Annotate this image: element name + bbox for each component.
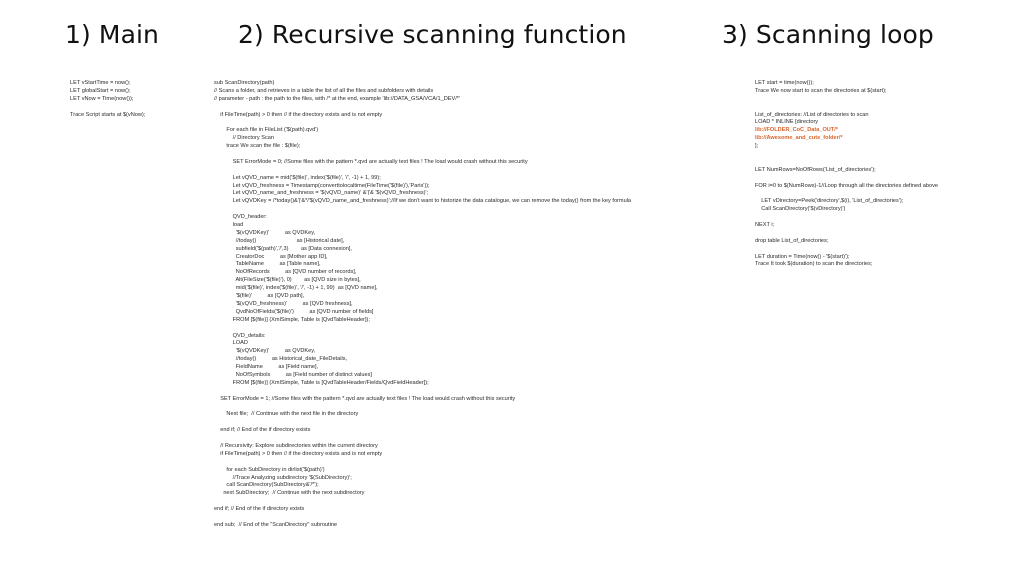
code-line: LET vDirectory=Peek('directory',$(i), 'List_of_directories'); [755, 198, 904, 205]
code-line: '$(file)' as [QVD path], [214, 293, 305, 300]
code-line: // Recursivity: Explore subdirectories within the current directory [214, 442, 378, 449]
code-line: LOAD [214, 340, 248, 347]
code-line [214, 404, 631, 412]
code-line: List_of_directories: //List of directories to scan [755, 111, 869, 118]
code-line: LET vStartTime = now(); [70, 80, 131, 86]
code-line [214, 104, 631, 112]
code-line: Trace It took $(duration) to scan the directories; [755, 261, 873, 268]
code-line: QVD_header: [214, 214, 267, 221]
heading-recursive-scanning-function: 2) Recursive scanning function [238, 20, 627, 49]
loop-code-block [755, 80, 938, 269]
code-line [755, 151, 938, 159]
code-line: '$(vQVDKey)' as QVDKey, [214, 229, 316, 236]
code-line: if FileTime(path) > 0 then // if the directory exists and is not empty [214, 450, 383, 457]
code-line: next SubDirectory; // Continue with the next subdirectory [214, 490, 365, 497]
code-line: //today() as [Historical date], [214, 237, 345, 244]
code-line: LOAD * INLINE [directory [755, 119, 819, 126]
code-line: Trace Script starts at $(vNow); [70, 111, 146, 118]
heading-scanning-loop: 3) Scanning loop [722, 20, 934, 49]
code-line [214, 514, 631, 522]
code-line: if FileTime(path) > 0 then // if the directory exists and is not empty [214, 111, 383, 118]
code-line: Trace We now start to scan the directories at $(start); [755, 87, 887, 94]
code-line: drop table List_of_directories; [755, 237, 829, 244]
code-line: '$(vQVDKey)' as QVDKey, [214, 348, 316, 355]
code-line: mid('$(file)', index('$(file)', '/', -1) + 1, 99) as [QVD name], [214, 285, 378, 292]
code-line: lib://FOLDER_CoC_Data_OUT/* [755, 127, 838, 134]
code-line [214, 119, 631, 127]
code-line [214, 419, 631, 427]
code-line [755, 214, 938, 222]
code-line [214, 498, 631, 506]
code-line: Let vQVD_name = mid('$(file)', index('$(file)', '/', -1) + 1, 99); [214, 174, 381, 181]
recursive-code-block [214, 80, 631, 530]
code-line: LET start = time(now()); [755, 80, 814, 86]
code-line [214, 325, 631, 333]
code-line: lib://Awesome_and_cute_folder/* [755, 135, 843, 142]
code-line [755, 175, 938, 183]
code-line: CreatorDoc as [Mother app ID], [214, 253, 328, 260]
code-line: Let vQVD_name_and_freshness = '$(vQVD_name)' &'|'& '$(vQVD_freshness)'; [214, 190, 429, 197]
code-line: NEXT i; [755, 222, 775, 229]
code-line: //Trace Analyzing subdirectory '$(SubDirectory)'; [214, 474, 352, 481]
code-line: Next file; // Continue with the next file in the directory [214, 411, 359, 418]
code-line: //today() as Historical_date_FileDetails, [214, 356, 348, 363]
code-line: end sub; // End of the "ScanDirectory" subroutine [214, 521, 338, 528]
code-line [214, 206, 631, 214]
code-line: SET ErrorMode = 1; //Some files with the pattern *.qvd are actually text files ! The load would crash without this security [214, 395, 516, 402]
code-line: Alt(FileSize('$(file)'), 0) as [QVD size in bytes], [214, 277, 361, 284]
main-code-block [70, 80, 145, 119]
code-line: QvdNoOfFields('$(file)') as [QVD number of fields] [214, 308, 374, 315]
code-line [755, 96, 938, 104]
code-line: end if; // End of the if directory exists [214, 427, 311, 434]
code-line: FROM [$(file)] (XmlSimple, Table is [QvdTableHeader/Fields/QvdFieldHeader]); [214, 379, 429, 386]
code-line: // Scans a folder, and retrieves in a table the list of all the files and subfolders with details [214, 87, 434, 94]
code-line: load [214, 222, 244, 229]
code-line: // Directory Scan [214, 135, 274, 142]
code-line: QVD_details: [214, 332, 266, 339]
code-line: for each SubDirectory in dirlist('$(path)') [214, 466, 325, 473]
code-line: subfield('$(path)','/',3) as [Data connexion], [214, 245, 352, 252]
code-line: LET vNow = Time(now()); [70, 95, 134, 102]
code-line: Call ScanDirectory('$(vDirectory)') [755, 206, 846, 213]
code-line [755, 104, 938, 112]
code-line: LET duration = Time(now() - '$(start)'); [755, 253, 850, 260]
code-line: NoOfSymbols as [Field number of distinct values] [214, 371, 372, 378]
code-line: For each file in FileList ('$(path).qvd') [214, 127, 319, 134]
code-line [214, 151, 631, 159]
code-line: end if; // End of the if directory exists [214, 506, 305, 513]
code-line: ]; [755, 143, 759, 150]
code-line [755, 159, 938, 167]
code-line [214, 459, 631, 467]
code-line [214, 435, 631, 443]
code-line: Let vQVD_freshness = Timestamp(converttolocaltime(FileTime('$(file)'),'Paris')); [214, 182, 430, 189]
code-line: LET globalStart = now(); [70, 87, 131, 94]
code-line [70, 104, 145, 112]
code-line: call ScanDirectory(SubDirectory&'/*'); [214, 482, 319, 489]
code-line [755, 190, 938, 198]
code-line: LET NumRows=NoOfRows('List_of_directories'); [755, 166, 876, 173]
code-line: SET ErrorMode = 0; //Some files with the pattern *.qvd are actually text files ! The load would crash without this security [214, 158, 528, 165]
code-line: trace We scan the file : $(file); [214, 143, 301, 150]
code-line: FieldName as [Field name], [214, 364, 319, 371]
code-line [755, 246, 938, 254]
code-line: '$(vQVD_freshness)' as [QVD freshness], [214, 300, 353, 307]
code-line: Let vQVDKey = /*today()&'|'&*/'$(vQVD_name_and_freshness)';//If we don't want to historize the data catalogue, we can remove the today() from the key formula [214, 198, 632, 205]
code-line: TableName as [Table name], [214, 261, 321, 268]
code-line: sub ScanDirectory(path) [214, 80, 275, 86]
code-line [214, 167, 631, 175]
code-line [755, 230, 938, 238]
code-line: // parameter - path : the path to the files, with /* at the end, example 'lib://DATA_GSA/VCA/1_DEV/*' [214, 95, 460, 102]
code-line: NoOfRecords as [QVD number of records], [214, 269, 357, 276]
code-line [214, 388, 631, 396]
code-line: FROM [$(file)] (XmlSimple, Table is [QvdTableHeader]); [214, 316, 370, 323]
heading-main: 1) Main [65, 20, 159, 49]
code-line: FOR i=0 to $(NumRows)-1//Loop through all the directories defined above [755, 182, 938, 189]
